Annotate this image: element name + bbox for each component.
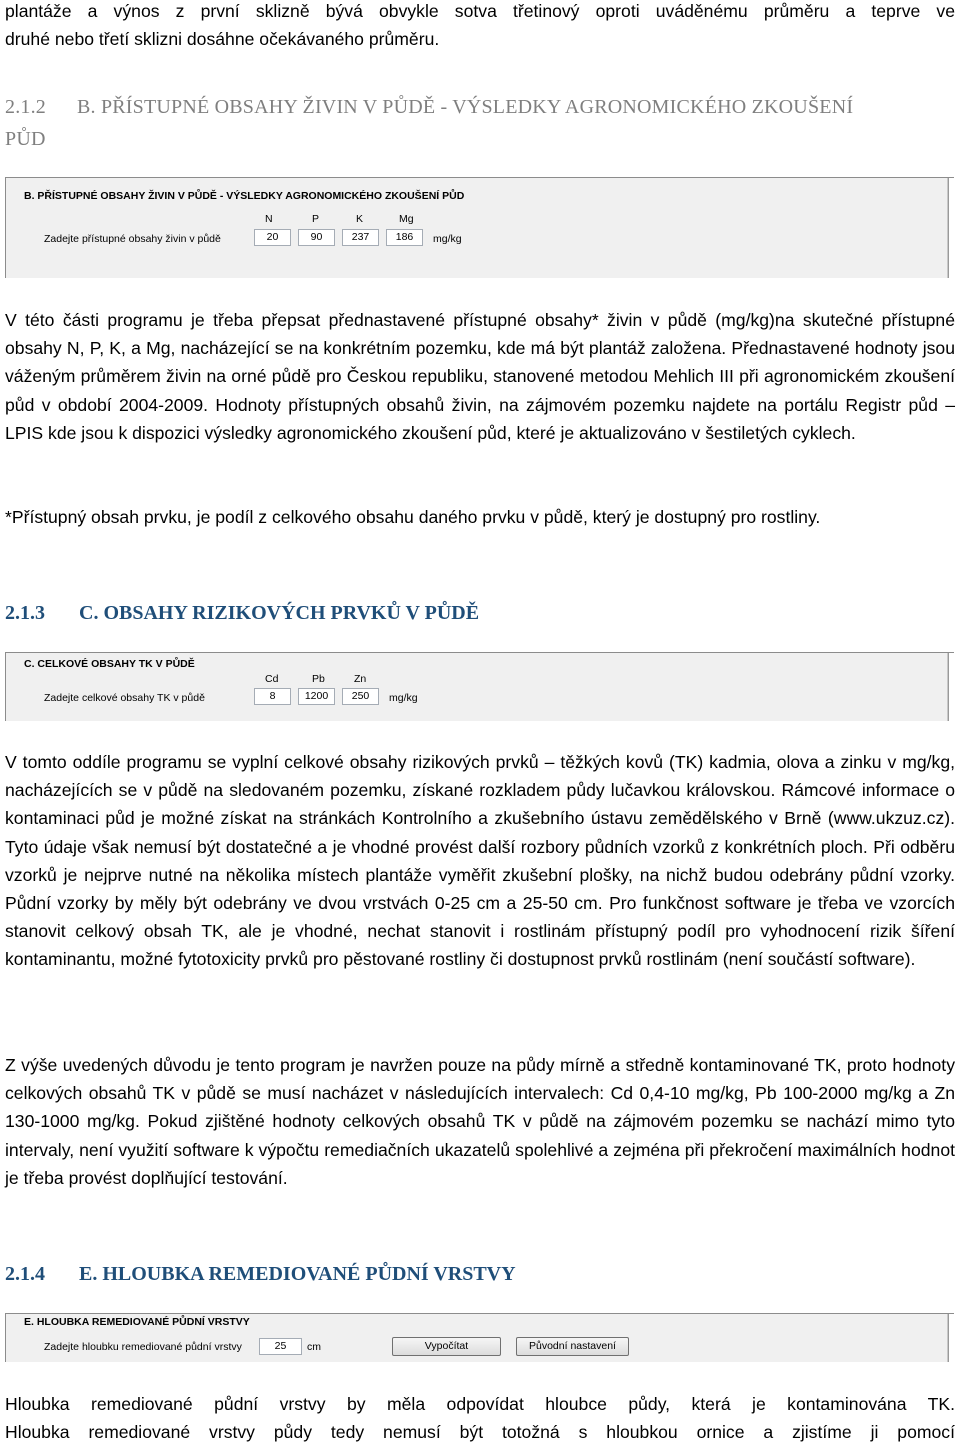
depth-input[interactable]: 25: [259, 1338, 302, 1355]
section-b-paragraph-2: *Přístupný obsah prvku, je podíl z celkového obsahu daného prvku v půdě, který je dostupný pro rostliny.: [5, 507, 821, 527]
panel-edge: [948, 1314, 954, 1362]
nutrient-p-input[interactable]: 90: [298, 229, 335, 246]
section-e-heading: [5, 1258, 955, 1290]
nutrients-unit: mg/kg: [433, 233, 462, 245]
heavy-metals-header-zn: Zn: [354, 673, 367, 685]
section-b-heading-line2: PŮD: [5, 128, 46, 150]
heavy-metals-panel: [5, 652, 954, 721]
depth-unit: cm: [307, 1341, 321, 1353]
panel-edge: [948, 178, 954, 278]
section-c-title: C. OBSAHY RIZIKOVÝCH PRVKŮ V PŮDĚ: [79, 602, 480, 624]
cd-input[interactable]: 8: [254, 688, 291, 705]
depth-prompt: Zadejte hloubku remediované půdní vrstvy: [44, 1341, 242, 1353]
nutrients-header-k: K: [356, 213, 364, 225]
section-c-paragraph-2: Z výše uvedených důvodu je tento program je navržen pouze na půdy mírně a středně kontaminované TK, proto hodnoty celkových obsahů TK v půdě se musí nacházet v následujících intervalech: Cd 0,4-10 mg/kg, Pb 100-2000 mg/kg a Zn 130-1000 mg/kg. Pokud zjištěné hodnoty celkových obsahů TK v půdě na zájmovém pozemku se nachází mimo tyto intervaly, není využití software k výpočtu remediačních ukazatelů spolehlivé a zejména při překročení maximálních hodnot je třeba provést doplňující testování.: [5, 1055, 955, 1188]
compute-button[interactable]: Vypočítat: [392, 1337, 501, 1356]
section-b-number: 2.1.2: [5, 96, 46, 118]
heavy-metals-header-pb: Pb: [312, 673, 325, 685]
section-e-number: 2.1.4: [5, 1263, 45, 1285]
nutrients-header-p: P: [312, 213, 320, 225]
heavy-metals-header-cd: Cd: [265, 673, 279, 685]
zn-input[interactable]: 250: [342, 688, 379, 705]
nutrients-panel: [5, 177, 954, 278]
nutrients-prompt: Zadejte přístupné obsahy živin v půdě: [44, 233, 221, 245]
section-c-number: 2.1.3: [5, 602, 45, 624]
depth-panel: [5, 1313, 954, 1362]
intro-line-1: plantáže a výnos z první sklizně bývá obvykle sotva třetinový oproti uváděnému průměru a teprve ve: [5, 1, 955, 21]
section-e-paragraph-line-1: Hloubka remediované půdní vrstvy by měla odpovídat hloubce půdy, která je kontaminována TK.: [5, 1394, 955, 1414]
depth-panel-title: E. HLOUBKA REMEDIOVANÉ PŮDNÍ VRSTVY: [24, 1316, 250, 1328]
reset-defaults-button[interactable]: Původní nastavení: [516, 1337, 629, 1356]
section-b-heading: [5, 91, 955, 123]
heavy-metals-unit: mg/kg: [389, 692, 418, 704]
nutrient-mg-input[interactable]: 186: [386, 229, 423, 246]
panel-edge: [948, 653, 954, 721]
pb-input[interactable]: 1200: [298, 688, 335, 705]
section-c-heading: [5, 597, 955, 629]
nutrient-k-input[interactable]: 237: [342, 229, 379, 246]
nutrients-header-n: N: [265, 213, 273, 225]
nutrient-n-input[interactable]: 20: [254, 229, 291, 246]
intro-line-2: druhé nebo třetí sklizni dosáhne očekávaného průměru.: [5, 29, 440, 49]
heavy-metals-panel-title: C. CELKOVÉ OBSAHY TK V PŮDĚ: [24, 658, 195, 670]
heavy-metals-prompt: Zadejte celkové obsahy TK v půdě: [44, 692, 205, 704]
section-e-title: E. HLOUBKA REMEDIOVANÉ PŮDNÍ VRSTVY: [79, 1263, 516, 1285]
section-c-paragraph-1: V tomto oddíle programu se vyplní celkové obsahy rizikových prvků – těžkých kovů (TK) kadmia, olova a zinku v mg/kg, nacházejících se v půdě na sledovaném pozemku, získané rozkladem půdy lučavkou královskou. Rámcové informace o kontaminaci půd je možné získat na stránkách Kontrolního a zkušebního ústavu zemědělského v Brně (www.ukzuz.cz). Tyto údaje však nemusí být dostatečné a je vhodné provést další rozbory půdních vzorků z konkrétních ploch. Při odběru vzorků je nejprve nutné na několika místech plantáže vyměřit zkušební plošky, na nichž budou odebrány půdní vzorky. Půdní vzorky by měly být odebrány ve dvou vrstvách 0-25 cm a 25-50 cm. Pro funkčnost software je třeba ve vzorcích stanovit celkový obsah TK, ale je vhodné, nechat stanovit i rostlinám přístupný podíl pro vyhodnocení rizik šíření kontaminantu, možné fytotoxicity prvků pro pěstované rostliny či dostupnost prvků rostlinám (není součástí software).: [5, 752, 955, 970]
nutrients-panel-title: B. PŘÍSTUPNÉ OBSAHY ŽIVIN V PŮDĚ - VÝSLEDKY AGRONOMICKÉHO ZKOUŠENÍ PŮD: [24, 190, 465, 202]
section-b-title-line1: B. PŘÍSTUPNÉ OBSAHY ŽIVIN V PŮDĚ - VÝSLEDKY AGRONOMICKÉHO ZKOUŠENÍ: [77, 96, 854, 118]
section-e-paragraph-line-2: Hloubka remediované vrstvy půdy tedy nemusí být totožná s hloubkou ornice a zjistíme ji pomocí: [5, 1422, 955, 1442]
nutrients-header-mg: Mg: [399, 213, 414, 225]
section-b-paragraph-1: V této části programu je třeba přepsat přednastavené přístupné obsahy* živin v půdě (mg/kg)na skutečné přístupné obsahy N, P, K, a Mg, nacházející se na konkrétním pozemku, kde má být plantáž založena. Přednastavené hodnoty jsou váženým průměrem živin na orné půdě pro Českou republiku, stanovené metodou Mehlich III při agronomickém zkoušení půd v období 2004-2009. Hodnoty přístupných obsahů živin, na zájmovém pozemku najdete na portálu Registr půd – LPIS kde jsou k dispozici výsledky agronomického zkoušení půd, které je aktualizováno v šestiletých cyklech.: [5, 310, 955, 443]
